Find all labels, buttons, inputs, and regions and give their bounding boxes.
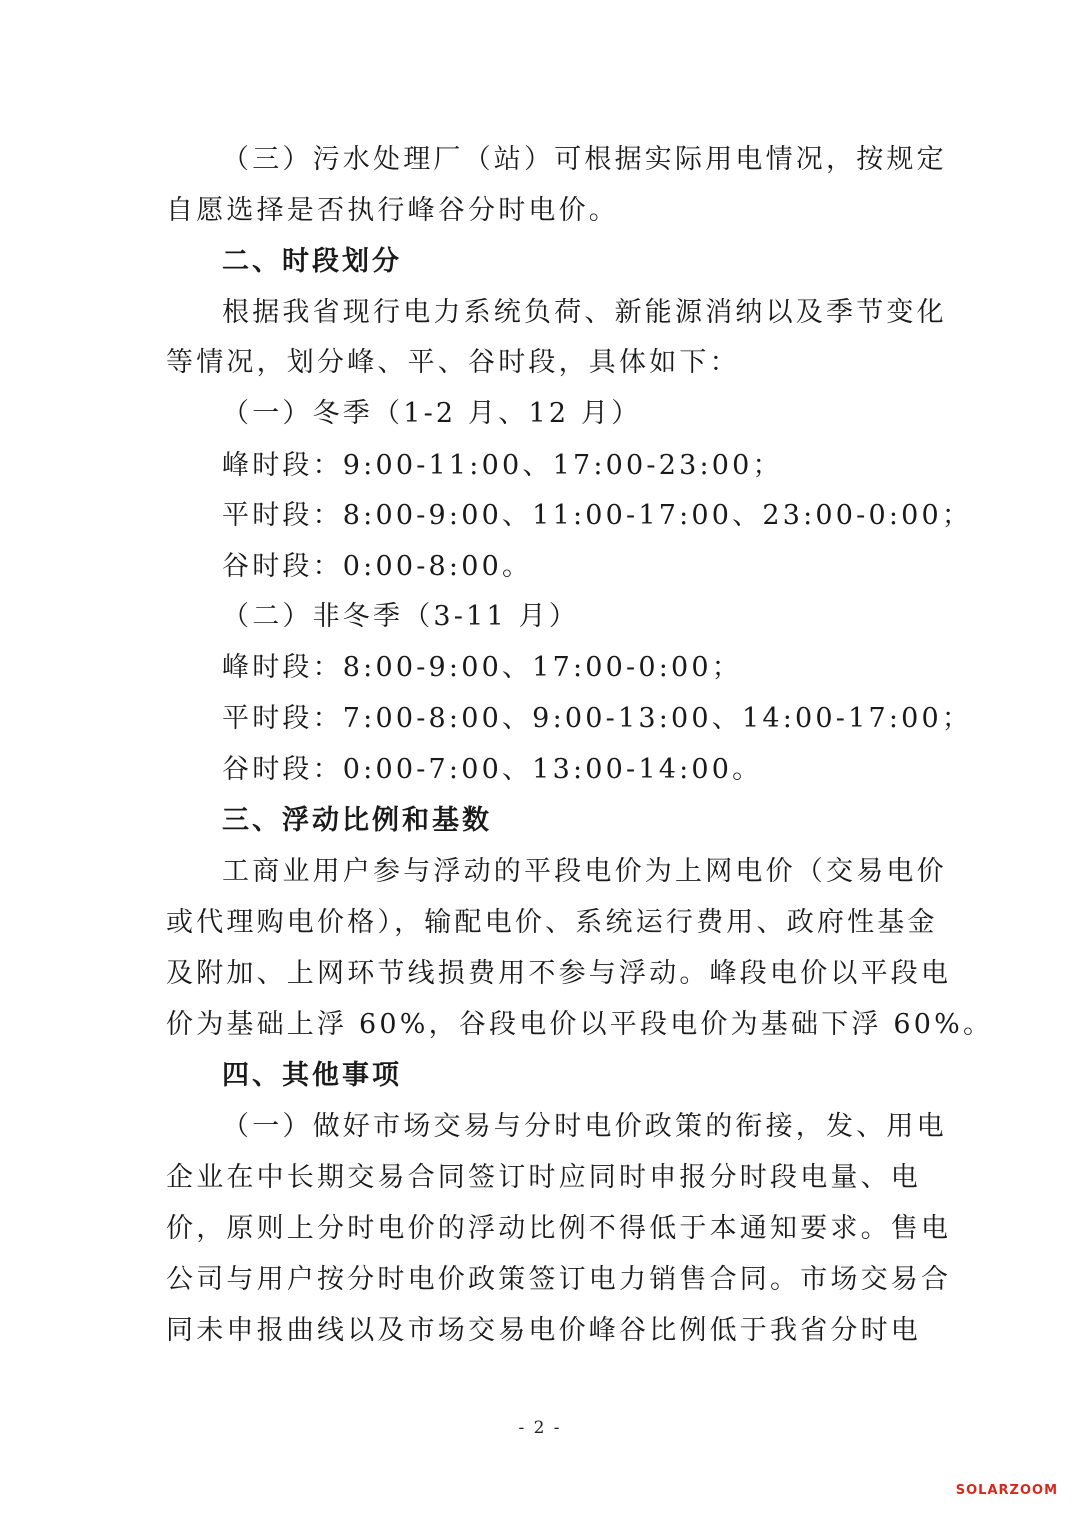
body-line: 或代理购电价格），输配电价、系统运行费用、政府性基金 — [166, 907, 938, 938]
subsection-heading: （二）非冬季（3-11 月） — [222, 601, 580, 632]
body-line: 价，原则上分时电价的浮动比例不得低于本通知要求。售电 — [166, 1213, 952, 1244]
time-period-line: 平时段：7:00-8:00、9:00-13:00、14:00-17:00； — [222, 703, 973, 734]
body-line: （三）污水处理厂（站）可根据实际用电情况，按规定 — [222, 144, 947, 175]
time-period-line: 谷时段：0:00-7:00、13:00-14:00。 — [222, 754, 763, 785]
watermark-logo: SOLARZOOM — [955, 1483, 1058, 1498]
body-line: 根据我省现行电力系统负荷、新能源消纳以及季节变化 — [222, 297, 947, 328]
subsection-heading: （一）冬季（1-2 月、12 月） — [222, 398, 642, 429]
body-line: 价为基础上浮 60%，谷段电价以平段电价为基础下浮 60%。 — [166, 1009, 994, 1040]
body-line: 工商业用户参与浮动的平段电价为上网电价（交易电价 — [222, 856, 947, 887]
time-period-line: 峰时段：9:00-11:00、17:00-23:00； — [222, 450, 783, 481]
time-period-line: 谷时段：0:00-8:00。 — [222, 551, 533, 582]
section-heading: 四、其他事项 — [222, 1060, 402, 1091]
time-period-line: 平时段：8:00-9:00、11:00-17:00、23:00-0:00； — [222, 500, 973, 531]
body-line: 企业在中长期交易合同签订时应同时申报分时段电量、电 — [166, 1162, 921, 1193]
body-line: 公司与用户按分时电价政策签订电力销售合同。市场交易合 — [166, 1264, 952, 1295]
body-line: 同未申报曲线以及市场交易电价峰谷比例低于我省分时电 — [166, 1315, 921, 1346]
body-line: （一）做好市场交易与分时电价政策的衔接，发、用电 — [222, 1111, 947, 1142]
body-line: 及附加、上网环节线损费用不参与浮动。峰段电价以平段电 — [166, 958, 952, 989]
body-line: 自愿选择是否执行峰谷分时电价。 — [166, 195, 619, 226]
body-line: 等情况，划分峰、平、谷时段，具体如下： — [166, 347, 740, 378]
page-number: - 2 - — [518, 1418, 562, 1438]
time-period-line: 峰时段：8:00-9:00、17:00-0:00； — [222, 652, 742, 683]
section-heading: 二、时段划分 — [222, 246, 402, 277]
section-heading: 三、浮动比例和基数 — [222, 805, 492, 836]
